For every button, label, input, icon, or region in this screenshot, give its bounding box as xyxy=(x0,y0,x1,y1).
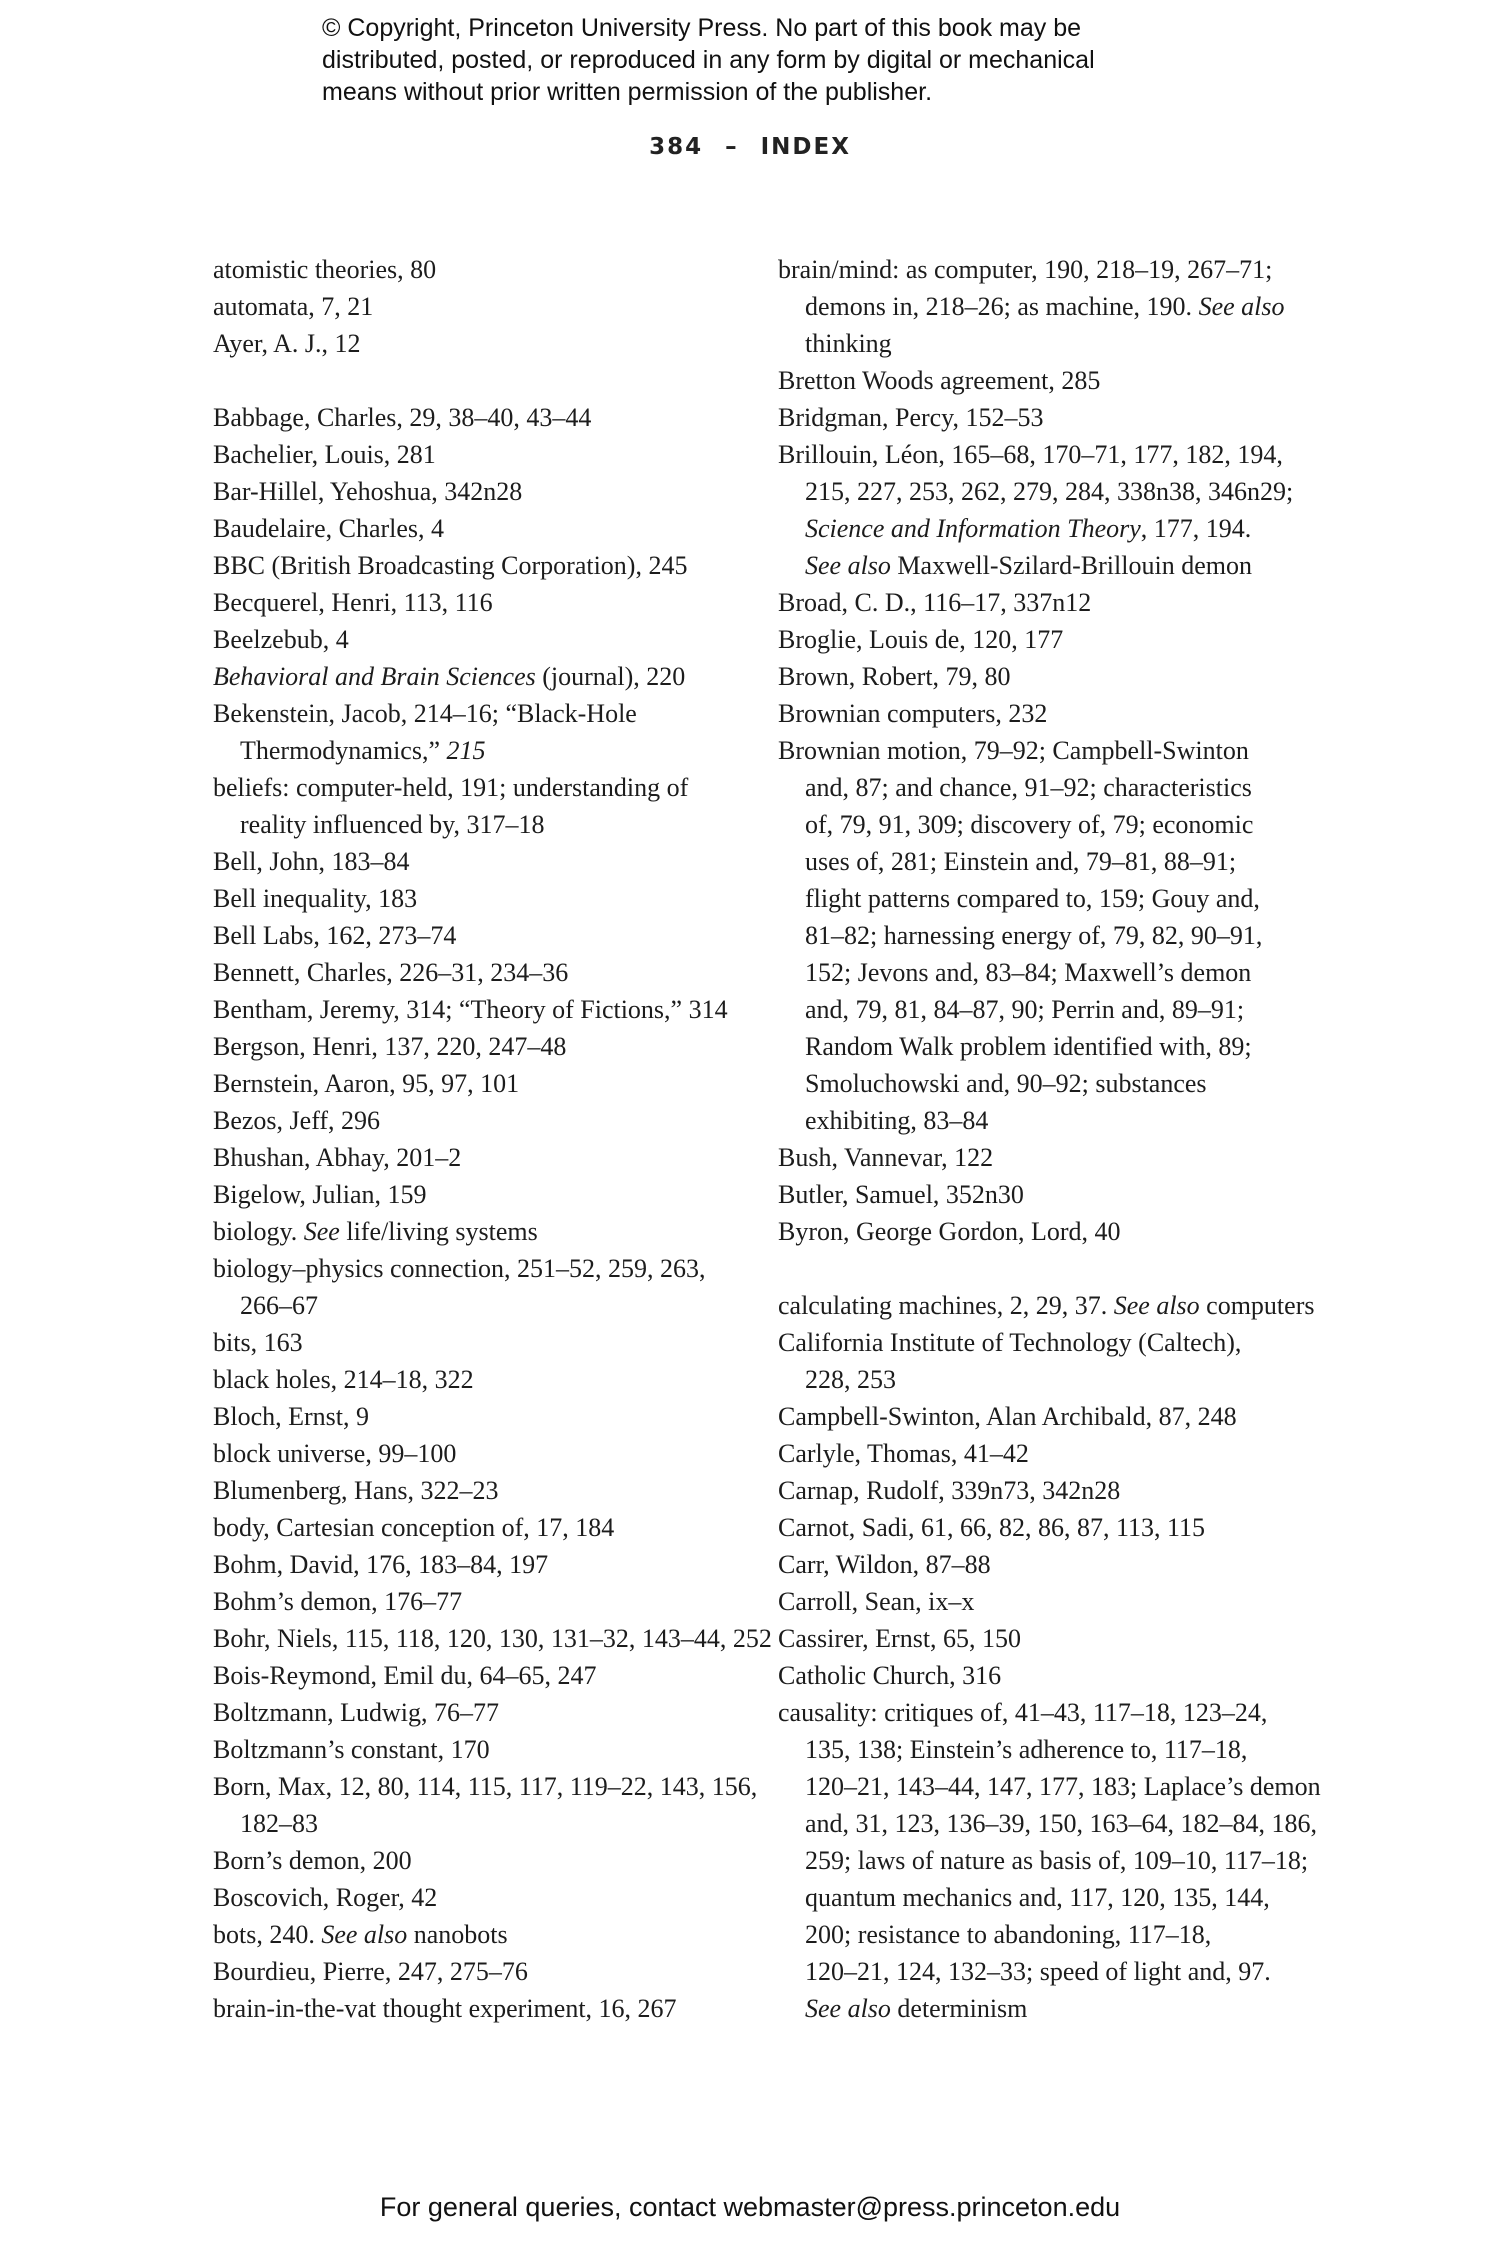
index-entry-continuation: 215, 227, 253, 262, 279, 284, 338n38, 346n29; xyxy=(805,477,1294,506)
index-entry xyxy=(213,1398,753,1435)
index-entry xyxy=(213,325,753,362)
index-entry-line: calculating machines, 2, 29, 37. See also computers xyxy=(778,1291,1315,1320)
index-entry-line: Bloch, Ernst, 9 xyxy=(213,1402,369,1431)
index-entry-continuation: 228, 253 xyxy=(805,1365,896,1394)
index-entry-line: Brown, Robert, 79, 80 xyxy=(778,662,1011,691)
index-entry xyxy=(213,1990,753,2027)
index-entry xyxy=(778,1583,1338,1620)
section-title: INDEX xyxy=(760,134,851,160)
index-entry xyxy=(213,1139,753,1176)
index-entry xyxy=(213,473,753,510)
index-entry-continuation: Random Walk problem identified with, 89; xyxy=(805,1032,1252,1061)
index-entry-line: bits, 163 xyxy=(213,1328,303,1357)
index-entry-line: beliefs: computer-held, 191; understanding of xyxy=(213,773,689,802)
index-entry xyxy=(778,1324,1338,1398)
index-entry xyxy=(778,584,1338,621)
index-entry xyxy=(778,1287,1338,1324)
index-entry-line: Bigelow, Julian, 159 xyxy=(213,1180,427,1209)
index-entry-continuation: 120–21, 124, 132–33; speed of light and, 97. xyxy=(805,1957,1271,1986)
index-entry-line: Carlyle, Thomas, 41–42 xyxy=(778,1439,1029,1468)
index-entry xyxy=(778,1620,1338,1657)
index-entry xyxy=(213,1546,753,1583)
index-entry xyxy=(213,917,753,954)
index-entry-continuation: 200; resistance to abandoning, 117–18, xyxy=(805,1920,1212,1949)
index-entry-line: block universe, 99–100 xyxy=(213,1439,457,1468)
index-entry-line: Bhushan, Abhay, 201–2 xyxy=(213,1143,462,1172)
index-entry xyxy=(213,1768,758,1842)
index-entry xyxy=(213,991,753,1028)
index-entry xyxy=(778,1657,1338,1694)
index-entry-continuation: and, 87; and chance, 91–92; characteristics xyxy=(805,773,1252,802)
index-entry xyxy=(213,658,753,695)
index-entry-line: black holes, 214–18, 322 xyxy=(213,1365,474,1394)
index-entry-continuation: and, 79, 81, 84–87, 90; Perrin and, 89–91; xyxy=(805,995,1245,1024)
index-entry-line: Boltzmann’s constant, 170 xyxy=(213,1735,490,1764)
index-column-right xyxy=(778,251,1338,2027)
index-entry xyxy=(778,1546,1338,1583)
index-entry xyxy=(213,880,753,917)
index-entry xyxy=(213,1472,753,1509)
index-entry-line: Behavioral and Brain Sciences (journal), 220 xyxy=(213,662,686,691)
index-entry xyxy=(778,362,1338,399)
index-entry-continuation: See also determinism xyxy=(805,1994,1028,2023)
index-entry-line: Brillouin, Léon, 165–68, 170–71, 177, 182, 194, xyxy=(778,440,1283,469)
index-entry xyxy=(213,251,753,288)
index-entry-continuation: Science and Information Theory, 177, 194. xyxy=(805,514,1252,543)
index-entry-line: Bar-Hillel, Yehoshua, 342n28 xyxy=(213,477,523,506)
index-entry-continuation: thinking xyxy=(805,329,892,358)
index-entry-line: Bohr, Niels, 115, 118, 120, 130, 131–32, 143–44, 252 xyxy=(213,1624,772,1653)
index-entry xyxy=(213,843,753,880)
index-entry-line: Brownian motion, 79–92; Campbell-Swinton xyxy=(778,736,1249,765)
index-entry-continuation: 266–67 xyxy=(240,1291,318,1320)
index-entry-line: causality: critiques of, 41–43, 117–18, 123–24, xyxy=(778,1698,1268,1727)
index-entry-line: Bridgman, Percy, 152–53 xyxy=(778,403,1044,432)
index-entry xyxy=(213,1028,753,1065)
index-entry-continuation: reality influenced by, 317–18 xyxy=(240,810,545,839)
index-entry-line: bots, 240. See also nanobots xyxy=(213,1920,508,1949)
index-entry xyxy=(213,1879,753,1916)
index-entry-line: Carnot, Sadi, 61, 66, 82, 86, 87, 113, 115 xyxy=(778,1513,1206,1542)
index-entry-continuation: 135, 138; Einstein’s adherence to, 117–18, xyxy=(805,1735,1248,1764)
index-entry-line: Boltzmann, Ludwig, 76–77 xyxy=(213,1698,499,1727)
index-entry-line: Catholic Church, 316 xyxy=(778,1661,1002,1690)
index-entry xyxy=(213,1583,753,1620)
index-entry xyxy=(213,1435,753,1472)
index-entry xyxy=(778,1509,1338,1546)
index-entry-continuation: exhibiting, 83–84 xyxy=(805,1106,989,1135)
index-entry xyxy=(778,1139,1338,1176)
index-entry-line: Becquerel, Henri, 113, 116 xyxy=(213,588,493,617)
index-entry-line: Broad, C. D., 116–17, 337n12 xyxy=(778,588,1092,617)
index-entry-line: BBC (British Broadcasting Corporation), 245 xyxy=(213,551,688,580)
index-entry-continuation: Smoluchowski and, 90–92; substances xyxy=(805,1069,1207,1098)
index-entry-line: Bretton Woods agreement, 285 xyxy=(778,366,1101,395)
index-entry xyxy=(213,954,753,991)
index-entry xyxy=(213,436,753,473)
index-entry xyxy=(778,1398,1338,1435)
index-entry xyxy=(213,1250,753,1324)
letter-group-gap xyxy=(213,362,753,399)
index-entry-line: Bennett, Charles, 226–31, 234–36 xyxy=(213,958,569,987)
index-entry-line: Bergson, Henri, 137, 220, 247–48 xyxy=(213,1032,567,1061)
index-entry-continuation: Thermodynamics,” 215 xyxy=(240,736,486,765)
footer-contact: For general queries, contact webmaster@press.princeton.edu xyxy=(379,2192,1121,2222)
index-entry-line: Blumenberg, Hans, 322–23 xyxy=(213,1476,499,1505)
index-entry xyxy=(778,621,1338,658)
index-entry xyxy=(213,1065,753,1102)
index-entry-line: Bois-Reymond, Emil du, 64–65, 247 xyxy=(213,1661,597,1690)
index-entry-line: Campbell-Swinton, Alan Archibald, 87, 248 xyxy=(778,1402,1237,1431)
page-number: 384 xyxy=(649,134,704,160)
index-entry-continuation: See also Maxwell-Szilard-Brillouin demon xyxy=(805,551,1252,580)
index-entry-line: brain/mind: as computer, 190, 218–19, 267–71; xyxy=(778,255,1273,284)
index-entry-continuation: 259; laws of nature as basis of, 109–10, 117–18; xyxy=(805,1846,1309,1875)
index-entry-line: Bernstein, Aaron, 95, 97, 101 xyxy=(213,1069,520,1098)
index-entry-line: body, Cartesian conception of, 17, 184 xyxy=(213,1513,615,1542)
index-entry xyxy=(213,1324,753,1361)
index-entry xyxy=(213,1953,753,1990)
index-entry xyxy=(778,1472,1338,1509)
index-entry-line: Babbage, Charles, 29, 38–40, 43–44 xyxy=(213,403,592,432)
index-entry xyxy=(213,510,753,547)
index-entry-line: biology–physics connection, 251–52, 259, 263, xyxy=(213,1254,706,1283)
index-entry-continuation: uses of, 281; Einstein and, 79–81, 88–91; xyxy=(805,847,1237,876)
index-entry-continuation: quantum mechanics and, 117, 120, 135, 144, xyxy=(805,1883,1270,1912)
index-entry xyxy=(213,399,753,436)
index-entry-line: Broglie, Louis de, 120, 177 xyxy=(778,625,1064,654)
index-entry-line: Butler, Samuel, 352n30 xyxy=(778,1180,1024,1209)
index-entry-continuation: 81–82; harnessing energy of, 79, 82, 90–91, xyxy=(805,921,1263,950)
index-entry xyxy=(213,1509,753,1546)
letter-group-gap xyxy=(778,1250,1338,1287)
index-entry xyxy=(778,251,1338,362)
index-entry xyxy=(213,1694,753,1731)
index-entry xyxy=(778,658,1338,695)
index-entry-line: Carr, Wildon, 87–88 xyxy=(778,1550,991,1579)
index-entry xyxy=(778,1694,1338,2027)
running-head xyxy=(0,134,1500,160)
index-entry-line: Bekenstein, Jacob, 214–16; “Black-Hole xyxy=(213,699,637,728)
index-entry xyxy=(778,399,1338,436)
index-entry-line: Bachelier, Louis, 281 xyxy=(213,440,436,469)
index-entry-line: Cassirer, Ernst, 65, 150 xyxy=(778,1624,1022,1653)
index-entry xyxy=(213,1916,753,1953)
index-entry xyxy=(778,1213,1338,1250)
index-entry-line: Ayer, A. J., 12 xyxy=(213,329,361,358)
index-entry xyxy=(213,1731,753,1768)
index-entry xyxy=(213,1842,753,1879)
copyright-line: means without prior written permission of the publisher. xyxy=(322,78,933,106)
index-entry-continuation: 182–83 xyxy=(240,1809,318,1838)
index-entry-line: Brownian computers, 232 xyxy=(778,699,1048,728)
index-entry-line: Bush, Vannevar, 122 xyxy=(778,1143,994,1172)
copyright-line: © Copyright, Princeton University Press. No part of this book may be xyxy=(322,14,1082,42)
index-entry xyxy=(213,288,753,325)
index-entry-line: Bell, John, 183–84 xyxy=(213,847,410,876)
index-entry xyxy=(213,1620,772,1657)
index-entry-line: Bohm, David, 176, 183–84, 197 xyxy=(213,1550,549,1579)
copyright-line: distributed, posted, or reproduced in any form by digital or mechanical xyxy=(322,46,1095,74)
running-head-separator: – xyxy=(725,134,739,160)
index-entry-line: Born’s demon, 200 xyxy=(213,1846,412,1875)
index-entry xyxy=(213,1213,753,1250)
copyright-notice xyxy=(322,12,1322,108)
index-entry-line: biology. See life/living systems xyxy=(213,1217,538,1246)
index-entry-continuation: demons in, 218–26; as machine, 190. See also xyxy=(805,292,1285,321)
index-entry-line: California Institute of Technology (Caltech), xyxy=(778,1328,1242,1357)
index-entry xyxy=(778,436,1338,584)
index-entry-line: Bentham, Jeremy, 314; “Theory of Fictions,” 314 xyxy=(213,995,728,1024)
index-entry-line: atomistic theories, 80 xyxy=(213,255,437,284)
index-entry-line: Bell Labs, 162, 273–74 xyxy=(213,921,457,950)
index-entry xyxy=(213,547,753,584)
index-entry-line: Bezos, Jeff, 296 xyxy=(213,1106,381,1135)
index-entry xyxy=(778,695,1338,732)
index-entry-continuation: of, 79, 91, 309; discovery of, 79; economic xyxy=(805,810,1254,839)
index-entry-line: Beelzebub, 4 xyxy=(213,625,349,654)
index-entry-line: Carroll, Sean, ix–x xyxy=(778,1587,975,1616)
index-entry-continuation: 152; Jevons and, 83–84; Maxwell’s demon xyxy=(805,958,1252,987)
index-entry-line: Born, Max, 12, 80, 114, 115, 117, 119–22, 143, 156, xyxy=(213,1772,758,1801)
index-entry-line: Baudelaire, Charles, 4 xyxy=(213,514,445,543)
index-entry xyxy=(778,732,1338,1139)
index-entry-line: Bourdieu, Pierre, 247, 275–76 xyxy=(213,1957,528,1986)
index-entry-line: Bell inequality, 183 xyxy=(213,884,418,913)
index-entry xyxy=(778,1176,1338,1213)
index-entry xyxy=(213,695,753,769)
index-column-left xyxy=(213,251,772,2027)
index-entry-line: Boscovich, Roger, 42 xyxy=(213,1883,438,1912)
index-entry xyxy=(213,1102,753,1139)
index-entry xyxy=(213,1361,753,1398)
index-entry xyxy=(213,584,753,621)
index-entry-line: Carnap, Rudolf, 339n73, 342n28 xyxy=(778,1476,1121,1505)
index-entry xyxy=(213,1657,753,1694)
index-entry xyxy=(778,1435,1338,1472)
index-entry-continuation: 120–21, 143–44, 147, 177, 183; Laplace’s demon xyxy=(805,1772,1321,1801)
index-entry-continuation: and, 31, 123, 136–39, 150, 163–64, 182–84, 186, xyxy=(805,1809,1318,1838)
index-entry xyxy=(213,769,753,843)
index-entry-continuation: flight patterns compared to, 159; Gouy and, xyxy=(805,884,1260,913)
index-entry-line: automata, 7, 21 xyxy=(213,292,374,321)
index-entry-line: brain-in-the-vat thought experiment, 16, 267 xyxy=(213,1994,677,2023)
index-entry xyxy=(213,1176,753,1213)
index-entry-line: Byron, George Gordon, Lord, 40 xyxy=(778,1217,1121,1246)
index-entry-line: Bohm’s demon, 176–77 xyxy=(213,1587,463,1616)
index-entry xyxy=(213,621,753,658)
